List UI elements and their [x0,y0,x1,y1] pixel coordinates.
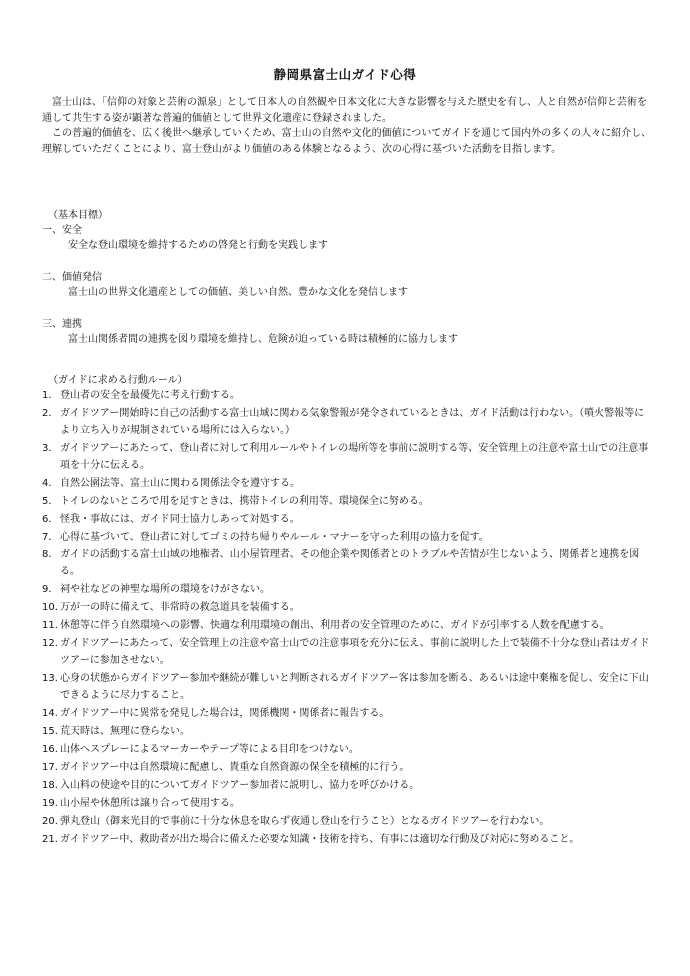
intro-paragraph: この普遍的価値を、広く後世へ継承していくため、富士山の自然や文化的価値についてガイドを通じて国内外の多くの人々に紹介し、理解していただくことにより、富士登山がより価値のある体験となるよう、次の心得に基づいた活動を目指します。 [42,128,652,155]
rule-text: 祠や社などの神聖な場所の環境をけがさない。 [60,584,270,596]
goal-description: 富士山の世界文化遺産としての価値、美しい自然、豊かな文化を発信します [68,287,408,298]
rule-text: ガイドツアー中に異常を発見した場合は，関係機関・関係者に報告する。 [60,707,390,719]
rule-text: ガイドツアー開始時に自己の活動する富士山域に関わる気象警報が発令されているときは、ガイド活動は行わない。（噴火警報等により立ち入りが規制されている場所には入らない。） [60,407,645,436]
rule-text: 弾丸登山（御来光目的で事前に十分な休息を取らず夜通し登山を行うこと）となるガイドツアーを行わない。 [60,815,550,827]
rule-text: トイレのないところで用を足すときは、携帯トイレの利用等、環境保全に努める。 [60,495,429,507]
rule-number: 16. [42,743,58,755]
rule-number: 18. [42,779,58,791]
rule-text: 山小屋や休憩所は譲り合って使用する。 [60,797,240,809]
basic-goals-section [42,208,652,364]
rule-number: 21. [42,833,58,845]
rule-text: ガイドツアー中は自然環境に配慮し、貴重な自然資源の保全を積極的に行う。 [60,761,410,773]
rule-number: 1． [42,390,59,401]
rule-number: 8． [42,549,59,561]
rule-item [42,778,654,795]
conduct-rules-section [42,373,654,850]
conduct-rules-heading: （ガイドに求める行動ルール） [48,375,188,386]
rule-text: 心得に基づいて、登山者に対してゴミの持ち帰りやルール・マナーを守った利用の協力を促す。 [60,531,489,543]
rule-item [42,600,654,617]
rule-number: 5． [42,495,59,507]
rule-number: 2． [42,407,59,419]
rule-text: ガイドツアー中、救助者が出た場合に備えた必要な知識・技術を持ち、有事には適切な行動及び対応に努めること。 [60,833,580,845]
goal-title: 三、連携 [42,319,82,330]
rule-text: ガイドツアーにあたって、安全管理上の注意や富士山での注意事項を充分に伝え、事前に説明した上で装備不十分な登山者はガイドツアーに参加させない。 [60,638,650,667]
rule-number: 17. [42,761,58,773]
rule-item [42,760,654,777]
rule-item [42,796,654,813]
rule-number: 9． [42,584,59,596]
rule-item [42,706,654,723]
rule-item [42,832,654,849]
rule-text: ガイドツアーにあたって、登山者に対して利用ルールやトイレの場所等を事前に説明する等、安全管理上の注意や富士山での注意事項を十分に伝える。 [60,442,649,471]
document-title: 静岡県富士山ガイド心得 [273,67,417,82]
rule-number: 19. [42,797,58,809]
rule-number: 12. [42,638,58,650]
rule-item [42,636,654,670]
rule-number: 7． [42,531,59,543]
rule-number: 6． [42,513,59,525]
goal-item [42,317,652,347]
rule-item [42,547,654,581]
rule-number: 13. [42,673,58,684]
rule-number: 10． [42,602,65,614]
rule-text: 山体へスプレーによるマーカーやテープ等による目印をつけない。 [60,743,359,755]
rule-item [42,512,654,529]
rule-item [42,530,654,547]
rule-item [42,742,654,759]
rule-number: 3． [42,442,59,454]
rule-item [42,406,654,440]
conduct-rules-list [42,388,654,848]
rule-item [42,814,654,831]
intro-section [42,95,652,157]
goal-item [42,270,652,300]
rule-text: 登山者の安全を最優先に考え行動する。 [60,390,240,401]
rule-text: 入山料の使途や目的についてガイドツアー参加者に説明し、協力を呼びかける。 [60,779,420,791]
rule-item [42,582,654,599]
rule-text: 荒天時は、無理に登らない。 [60,725,190,737]
rule-number: 15. [42,725,58,737]
goal-item [42,223,652,253]
rule-text: 休憩等に伴う自然環境への影響、快適な利用環境の創出、利用者の安全管理のために、ガイドが引率する人数を配慮する。 [60,620,610,632]
rule-text: ガイドの活動する富士山域の地権者、山小屋管理者、その他企業や関係者とのトラブルや苦情が生じないよう、関係者と連携を図る。 [60,549,640,578]
rule-number: 20. [42,815,58,827]
goal-title: 二、価値発信 [42,272,102,283]
rule-text: 自然公園法等、富士山に関わる関係法令を遵守する。 [60,477,300,489]
rule-text: 心身の状態からガイドツアー参加や継続が難しいと判断されるガイドツアー客は参加を断る、あるいは途中棄権を促し、安全に下山できるように尽力すること。 [60,673,649,701]
rule-item [42,441,654,475]
rule-item [42,671,654,705]
rule-number: 11. [42,620,58,632]
rule-item [42,388,654,405]
rule-item [42,724,654,741]
basic-goals-heading: （基本目標） [48,210,108,221]
rule-text: 万が一の時に備えて、非常時の救急道具を装備する。 [60,602,300,614]
intro-paragraph: 富士山は、「信仰の対象と芸術の源泉」として日本人の自然観や日本文化に大きな影響を与えた歴史を有し、人と自然が信仰と芸術を通して共生する姿が顕著な普遍的価値として世界文化遺産に登録されました。 [42,97,647,124]
rule-item [42,494,654,511]
rule-number: 4． [42,477,59,489]
goal-description: 安全な登山環境を維持するための啓発と行動を実践します [68,240,328,251]
goal-title: 一、安全 [42,225,82,236]
rule-text: 怪我・事故には、ガイド同士協力しあって対処する。 [60,513,300,525]
rule-item [42,476,654,493]
goal-description: 富士山関係者間の連携を図り環境を維持し、危険が迫っている時は積極的に協力します [68,334,458,345]
rule-number: 14. [42,707,58,719]
rule-item [42,618,654,635]
